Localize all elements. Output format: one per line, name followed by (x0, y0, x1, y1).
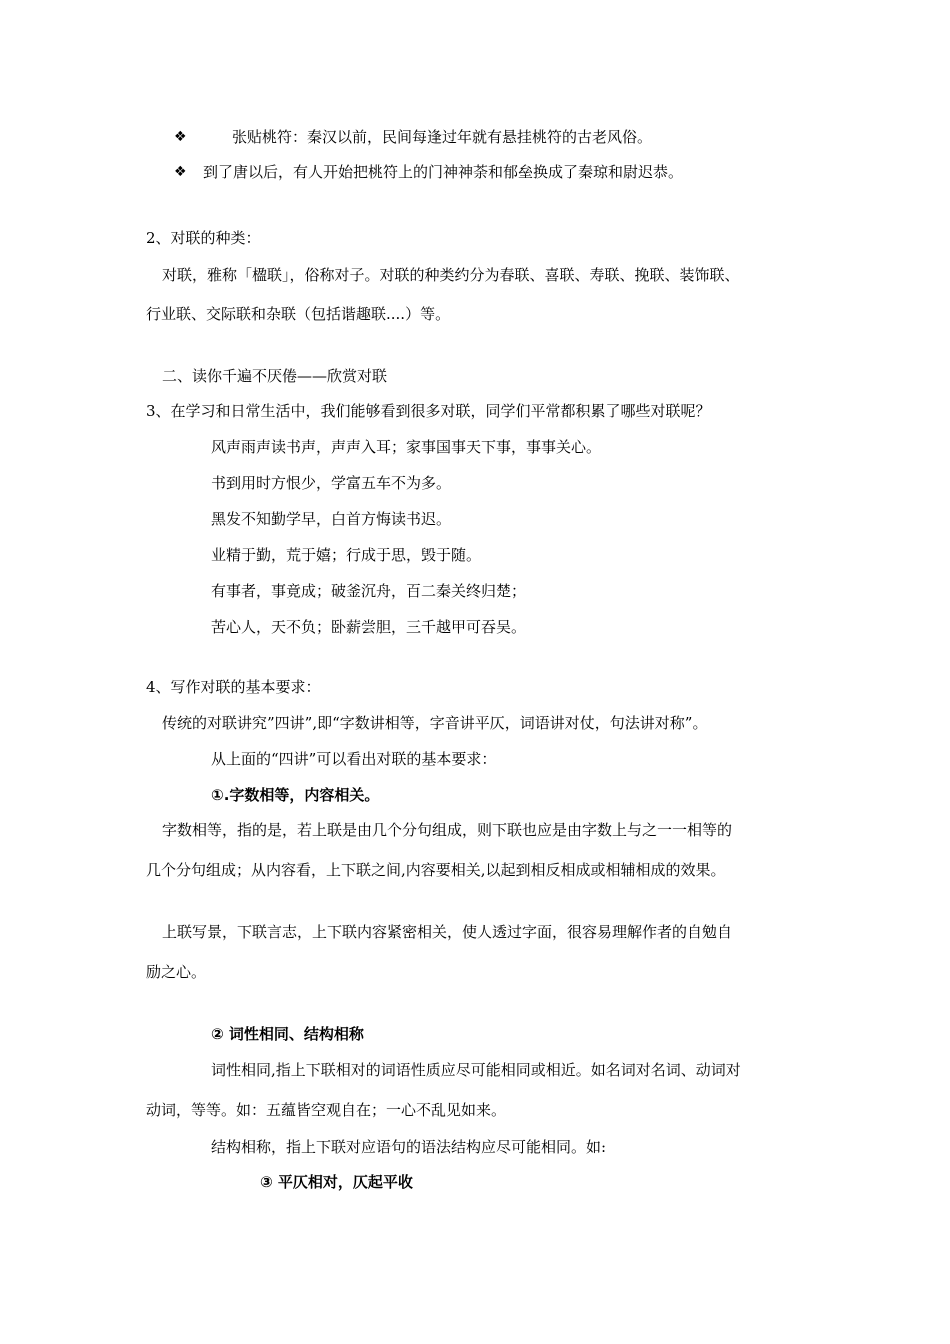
bullet-diamond-icon: ❖ (174, 129, 187, 145)
paragraph-rules-intro: 从上面的“四讲”可以看出对联的基本要求： (211, 750, 497, 768)
paragraph-req1-a: 字数相等，指的是，若上联是由几个分句组成，则下联也应是由字数上与之一一相等的 (162, 821, 733, 839)
section-heading-collect: 3、在学习和日常生活中，我们能够看到很多对联，同学们平常都积累了哪些对联呢？ (146, 402, 711, 420)
couplet-line: 书到用时方恨少，学富五车不为多。 (211, 474, 452, 492)
paragraph-req1-b: 几个分句组成；从内容看，上下联之间,内容要相关,以起到相反相成或相辅相成的效果。 (146, 861, 726, 879)
bullet-diamond-icon: ❖ (174, 164, 187, 180)
paragraph-types-2: 行业联、交际联和杂联（包括谐趣联....）等。 (146, 305, 451, 323)
section-heading-types: 2、对联的种类： (146, 229, 261, 247)
couplet-line: 有事者，事竟成；破釜沉舟，百二秦关终归楚； (211, 582, 527, 600)
requirement-title-3: ③ 平仄相对，仄起平收 (260, 1173, 413, 1191)
bullet-text-tang: 到了唐以后，有人开始把桃符上的门神神荼和郁垒换成了秦琼和尉迟恭。 (203, 163, 684, 181)
couplet-line: 风声雨声读书声，声声入耳；家事国事天下事，事事关心。 (211, 438, 602, 456)
couplet-line: 黑发不知勤学早，白首方悔读书迟。 (211, 510, 452, 528)
paragraph-req2-b: 动词，等等。如：五蕴皆空观自在；一心不乱见如来。 (146, 1101, 507, 1119)
couplet-line: 苦心人，天不负；卧薪尝胆，三千越甲可吞吴。 (211, 618, 527, 636)
paragraph-req2-c: 结构相称，指上下联对应语句的语法结构应尽可能相同。如: (211, 1138, 607, 1156)
requirement-title-2: ② 词性相同、结构相称 (211, 1025, 364, 1043)
paragraph-req1-d: 励之心。 (146, 963, 207, 981)
paragraph-req2-a: 词性相同,指上下联相对的词语性质应尽可能相同或相近。如名词对名词、动词对 (211, 1061, 741, 1079)
paragraph-req1-c: 上联写景，下联言志，上下联内容紧密相关，使人透过字面，很容易理解作者的自勉自 (162, 923, 733, 941)
paragraph-four-rules: 传统的对联讲究”四讲”,即“字数讲相等，字音讲平仄，词语讲对仗，句法讲对称”。 (162, 714, 708, 732)
section-heading-requirements: 4、写作对联的基本要求： (146, 678, 321, 696)
part-heading-appreciate: 二、读你千遍不厌倦——欣赏对联 (162, 367, 388, 385)
bullet-text-taofu: 张贴桃符：秦汉以前，民间每逢过年就有悬挂桃符的古老风俗。 (232, 128, 653, 146)
requirement-title-1: ①.字数相等，内容相关。 (211, 786, 380, 804)
couplet-line: 业精于勤，荒于嬉；行成于思，毁于随。 (211, 546, 482, 564)
paragraph-types-1: 对联，雅称「楹联」，俗称对子。对联的种类约分为春联、喜联、寿联、挽联、装饰联、 (162, 266, 740, 284)
